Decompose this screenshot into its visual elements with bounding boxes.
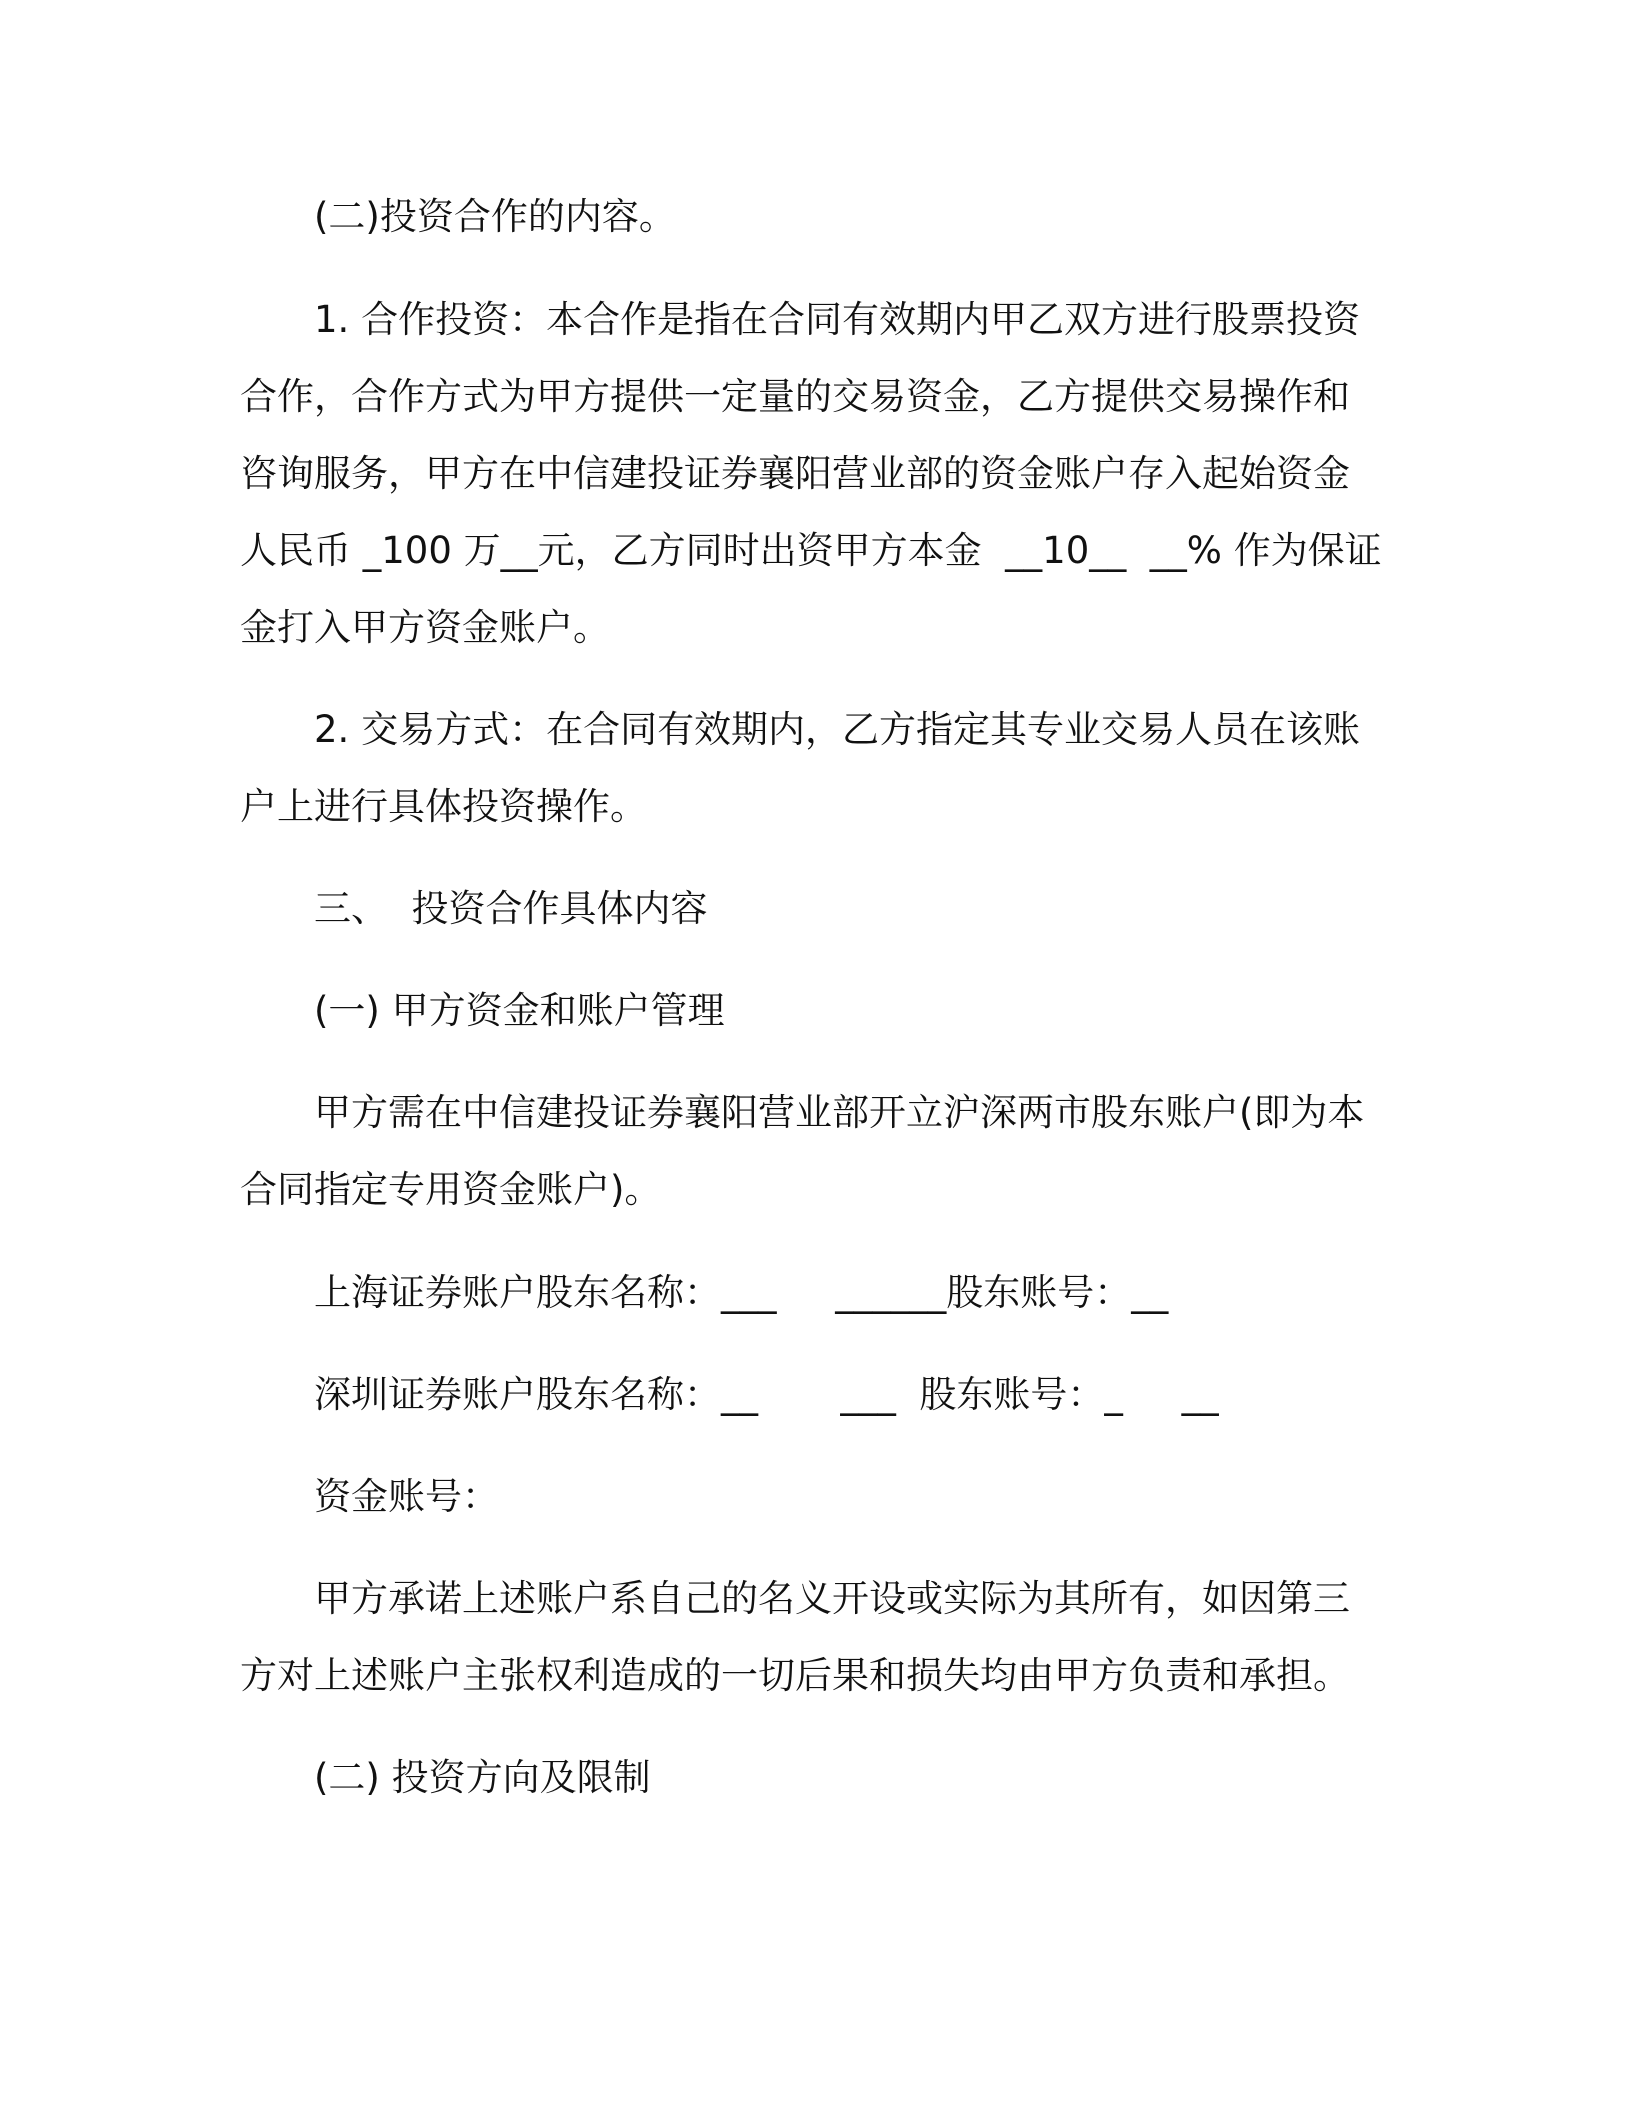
paragraph-line: 合作，合作方式为甲方提供一定量的交易资金，乙方提供交易操作和 bbox=[240, 375, 1350, 418]
section-heading-three: 三、 投资合作具体内容 bbox=[314, 887, 708, 930]
fund-account-line: 资金账号： bbox=[314, 1475, 499, 1518]
section-heading-cooperation-content: (二)投资合作的内容。 bbox=[314, 195, 676, 238]
subsection-heading-account-management: (一) 甲方资金和账户管理 bbox=[314, 989, 725, 1032]
subsection-heading-investment-direction: (二) 投资方向及限制 bbox=[314, 1756, 651, 1799]
shanghai-account-line: 上海证券账户股东名称：___ ______股东账号：__ bbox=[314, 1271, 1169, 1314]
paragraph-line: 2. 交易方式：在合同有效期内，乙方指定其专业交易人员在该账 bbox=[314, 708, 1361, 751]
paragraph-line: 金打入甲方资金账户。 bbox=[240, 606, 610, 649]
paragraph-line: 方对上述账户主张权利造成的一切后果和损失均由甲方负责和承担。 bbox=[240, 1654, 1350, 1697]
paragraph-line: 甲方需在中信建投证券襄阳营业部开立沪深两市股东账户(即为本 bbox=[314, 1091, 1365, 1134]
paragraph-line: 1. 合作投资：本合作是指在合同有效期内甲乙双方进行股票投资 bbox=[314, 298, 1361, 341]
paragraph-line: 甲方承诺上述账户系自己的名义开设或实际为其所有，如因第三 bbox=[314, 1577, 1350, 1620]
shenzhen-account-line: 深圳证券账户股东名称：__ ___ 股东账号：_ __ bbox=[314, 1373, 1219, 1416]
paragraph-line: 人民币 _100 万__元，乙方同时出资甲方本金 __10__ __% 作为保证 bbox=[240, 529, 1382, 572]
paragraph-line: 咨询服务，甲方在中信建投证券襄阳营业部的资金账户存入起始资金 bbox=[240, 452, 1350, 495]
paragraph-line: 户上进行具体投资操作。 bbox=[240, 785, 647, 828]
paragraph-line: 合同指定专用资金账户)。 bbox=[240, 1168, 662, 1211]
